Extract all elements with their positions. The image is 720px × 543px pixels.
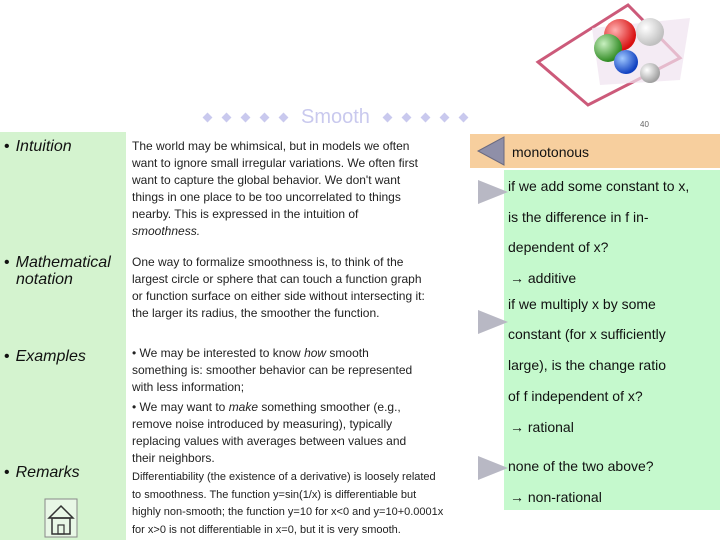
- question-additive-line1: if we add some constant to x,: [508, 178, 690, 194]
- slide-title: [198, 104, 508, 130]
- answer-additive: → additive: [510, 270, 577, 286]
- home-icon[interactable]: [44, 498, 78, 538]
- play-triangle-icon[interactable]: [476, 178, 510, 206]
- remarks-paragraph: Differentiability (the existence of a derivative) is loosely related to smoothness. The function y=sin(1/x) is differentiable but highly non-smooth; the function y=10 for x<0 and y=10+0.0001x for x>0 is not differentiable in x=0, but it is very smooth.: [132, 471, 444, 536]
- intuition-paragraph: The world may be whimsical, but in models we often want to ignore small irregular variations. We often first want to capture the global behavior. We don't want things in one place to be too uncorrelated to things nearby. This is expressed in the intuition of smoothness.: [132, 139, 418, 238]
- answer-non-rational: → non-rational: [510, 489, 602, 505]
- question-non-rational: none of the two above?: [508, 458, 654, 474]
- bullet-intuition: • Intuition: [4, 138, 72, 155]
- logo-graphic: [530, 0, 720, 120]
- question-additive-line2: is the difference in f in-: [508, 209, 649, 225]
- bullet-remarks: • Remarks: [4, 464, 80, 481]
- answer-rational: → rational: [510, 419, 574, 435]
- page-number: 40: [640, 120, 649, 129]
- bullet-examples: • Examples: [4, 348, 86, 365]
- question-additive-line3: dependent of x?: [508, 239, 609, 255]
- question-rational-line1: if we multiply x by some: [508, 296, 656, 312]
- question-rational-line3: large), is the change ratio: [508, 357, 666, 373]
- question-rational-line4: of f independent of x?: [508, 388, 643, 404]
- play-triangle-icon[interactable]: [476, 454, 510, 482]
- play-triangle-icon[interactable]: [476, 308, 510, 336]
- back-triangle-icon[interactable]: [474, 134, 508, 168]
- notation-paragraph: One way to formalize smoothness is, to think of the largest circle or sphere that can touch a function graph or function surface on either side without intersecting it: the larger its radius, the smoother the function.: [132, 255, 425, 320]
- bullet-mathematical-notation: • Mathematical notation: [4, 254, 111, 288]
- monotonous-label: monotonous: [512, 144, 590, 160]
- slide-title-text: Smooth: [301, 105, 370, 128]
- question-rational-line2: constant (for x sufficiently: [508, 326, 666, 342]
- examples-paragraph: • We may be interested to know how smooth something is: smoother behavior can be represented with less information; • We may want to make something smoother (e.g., remove noise introduced by measuring), typically replacing values with averages between values and their neighbors.: [132, 346, 413, 465]
